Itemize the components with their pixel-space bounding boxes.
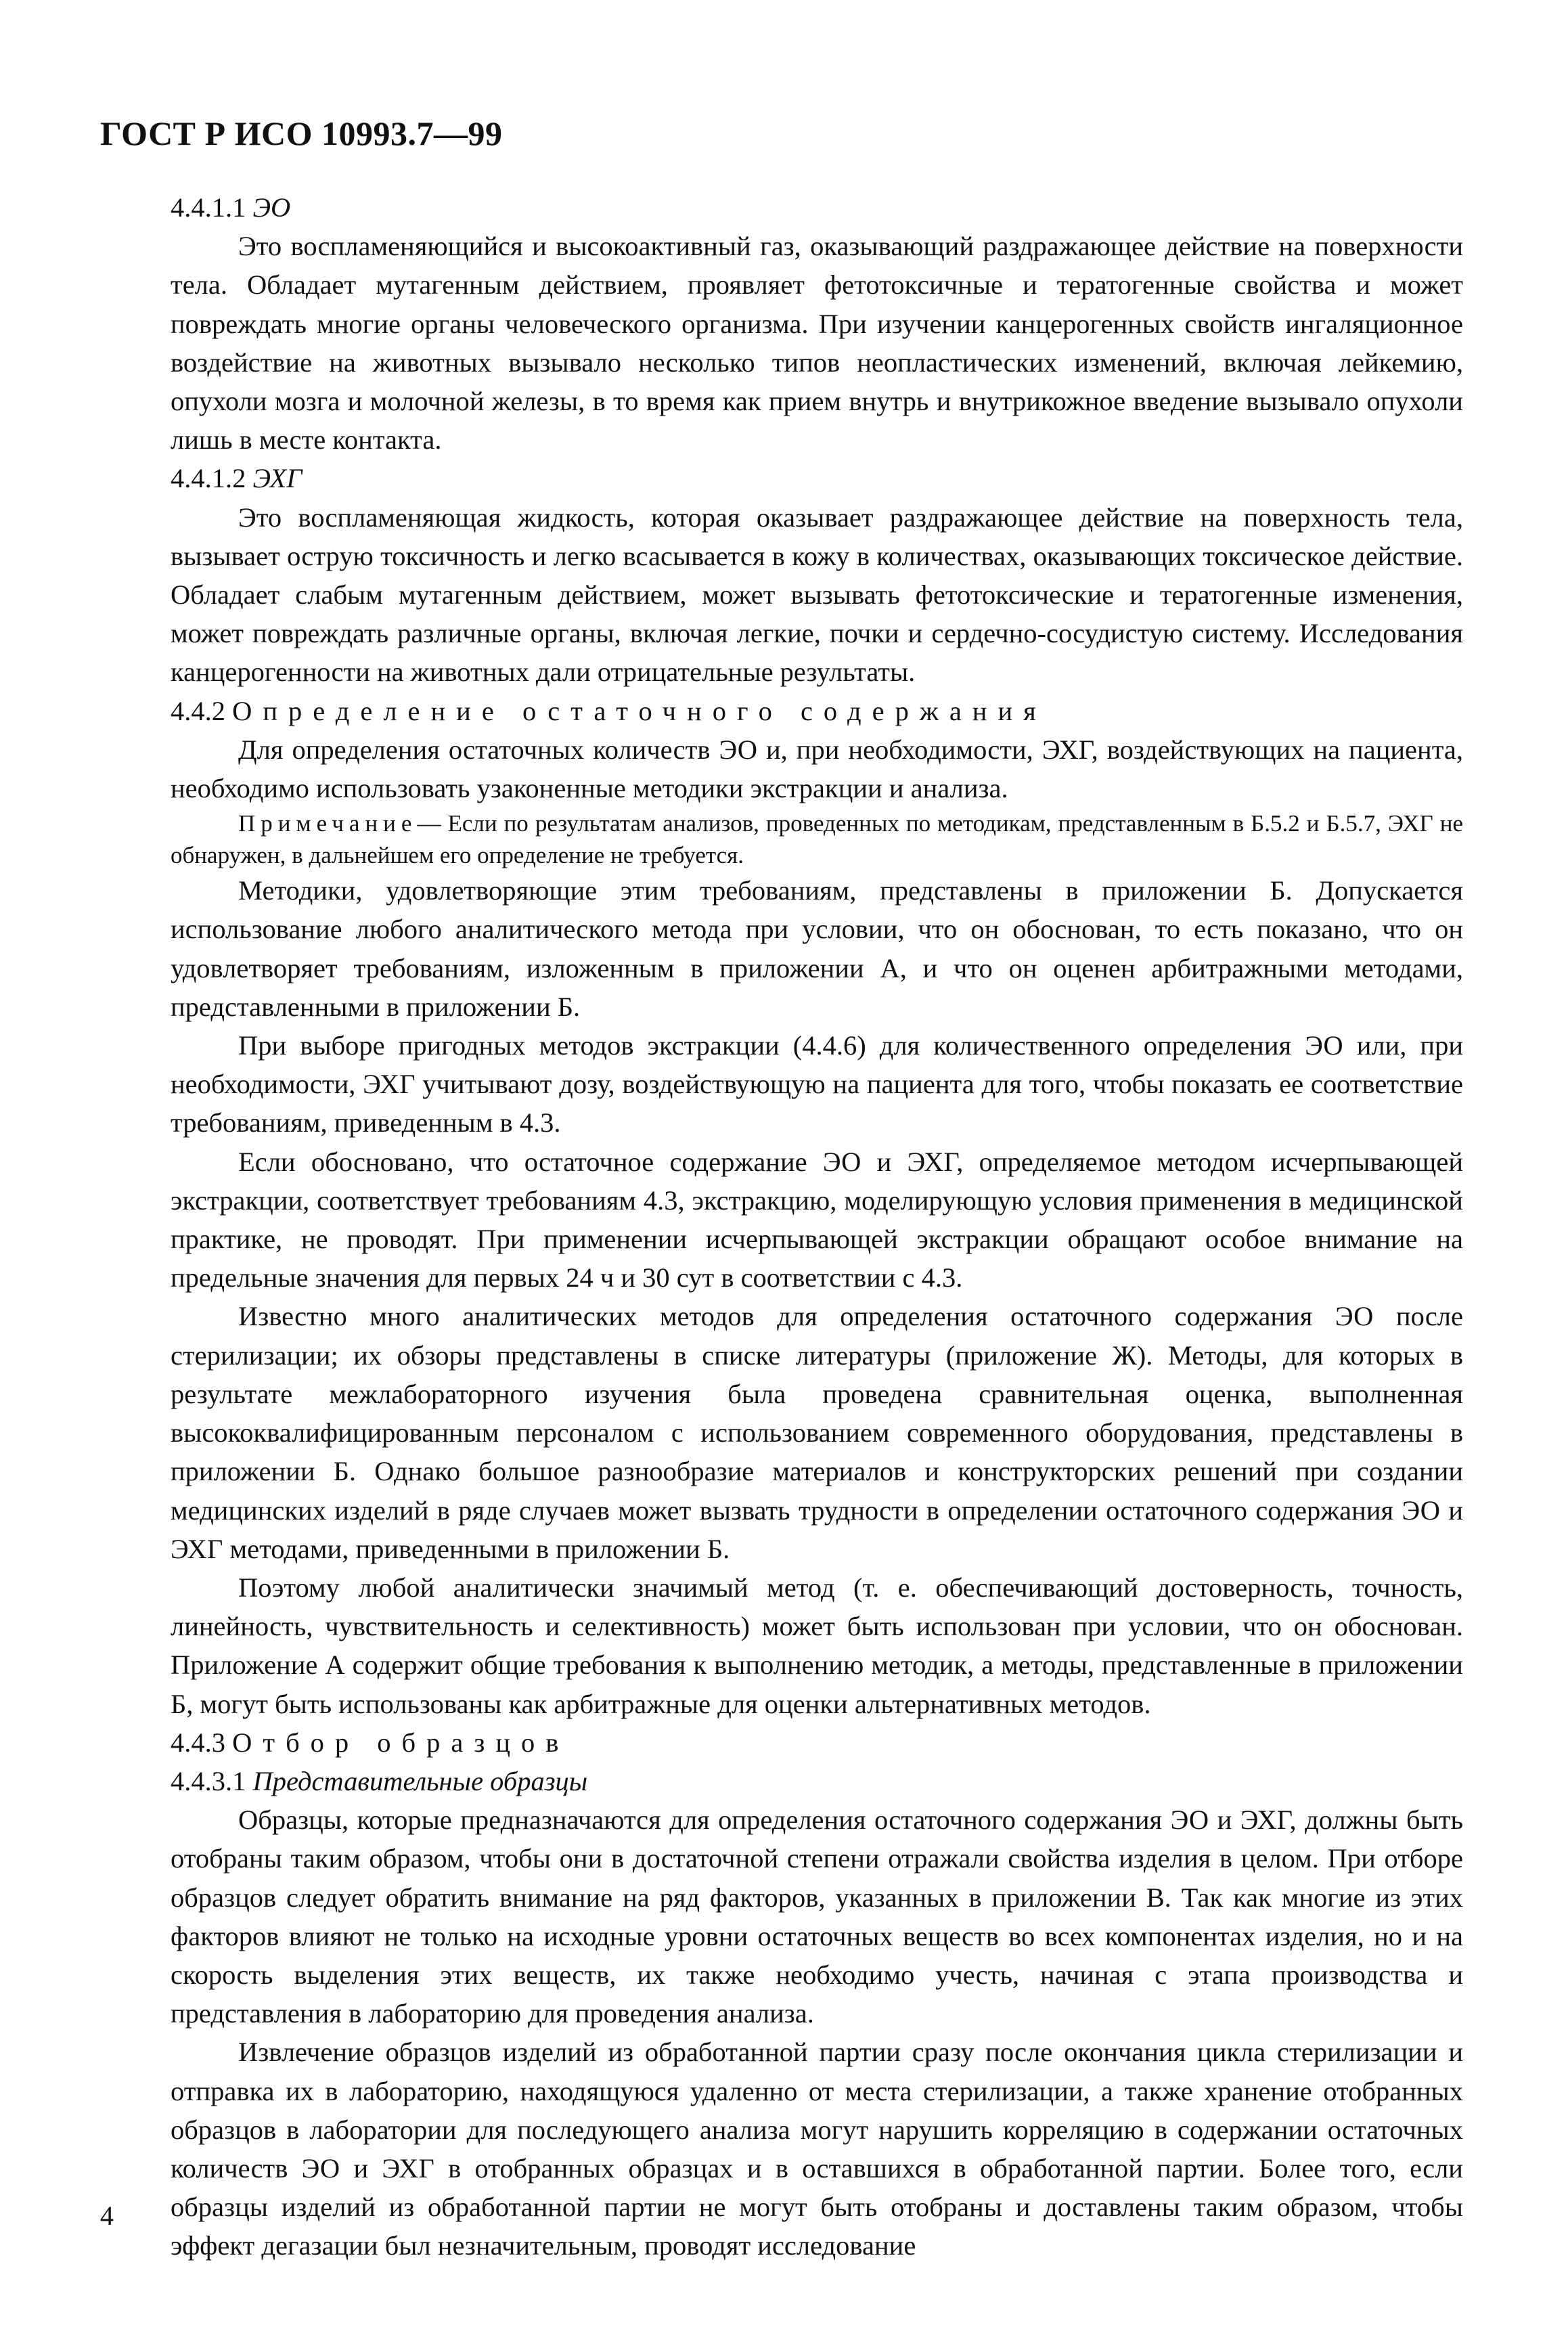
document-body [171,188,1463,2265]
section-heading-4-4-1-2 [171,459,1463,497]
paragraph: Это воспламеняющая жидкость, которая оказывает раздражающее действие на поверхность тела, вызывает острую токсичность и легко всасывается в кожу в количествах, оказывающих токсическое действие. Обладает слабым мутагенным действием, может вызывать фетотоксические и тератогенные изменения, может повреждать различные органы, включая легкие, почки и сердечно-сосудистую систему. Исследования канцерогенности на животных дали отрицательные результаты. [171,502,1463,688]
section-number: 4.4.1.1 [171,192,246,223]
section-number: 4.4.3 [171,1727,225,1758]
section-title: ЭО [252,192,291,223]
section-heading-4-4-3 [171,1723,1463,1762]
document-header: ГОСТ Р ИСО 10993.7—99 [100,114,503,152]
paragraph: Образцы, которые предназначаются для определения остаточного содержания ЭО и ЭХГ, должны быть отобраны таким образом, чтобы они в достаточной степени отражали свойства изделия в целом. При отборе образцов следует обратить внимание на ряд факторов, указанных в приложении В. Так как многие из этих факторов влияют не только на исходные уровни остаточных веществ во всех компонентах изделия, но и на скорость выделения этих веществ, их также необходимо учесть, начиная с этапа производства и представления в лабораторию для проведения анализа. [171,1804,1463,2029]
section-heading-4-4-3-1 [171,1762,1463,1800]
note-text: — Если по результатам анализов, проведенных по методикам, представленным в Б.5.2 и Б.5.7, ЭХГ не обнаружен, в дальнейшем его определение не требуется. [171,810,1463,869]
paragraph: Поэтому любой аналитически значимый метод (т. е. обеспечивающий достоверность, точность, линейность, чувствительность и селективность) может быть использован при условии, что он обоснован. Приложение А содержит общие требования к выполнению методик, а методы, представленные в приложении Б, могут быть использованы как арбитражные для оценки альтернативных методов. [171,1572,1463,1719]
section-title: ЭХГ [252,463,303,494]
section-number: 4.4.2 [171,695,225,726]
paragraph: Методики, удовлетворяющие этим требованиям, представлены в приложении Б. Допускается использование любого аналитического метода при условии, что он обоснован, то есть показано, что он удовлетворяет требованиям, изложенным в приложении А, и что он оценен арбитражными методами, представленными в приложении Б. [171,875,1463,1022]
section-heading-4-4-2 [171,692,1463,730]
section-number: 4.4.3.1 [171,1765,246,1796]
paragraph: Если обосновано, что остаточное содержание ЭО и ЭХГ, определяемое методом исчерпывающей экстракции, соответствует требованиям 4.3, экстракцию, моделирующую условия применения в медицинской практике, не проводят. При применении исчерпывающей экстракции обращают особое внимание на предельные значения для первых 24 ч и 30 сут в соответствии с 4.3. [171,1146,1463,1293]
note-label: Примечание [238,810,418,837]
paragraph: Это воспламеняющийся и высокоактивный газ, оказывающий раздражающее действие на поверхности тела. Обладает мутагенным действием, проявляет фетотоксичные и тератогенные свойства и может повреждать многие органы человеческого организма. При изучении канцерогенных свойств ингаляционное воздействие на животных вызывало несколько типов неопластических изменений, включая лейкемию, опухоли мозга и молочной железы, в то время как прием внутрь и внутрикожное введение вызывало опухоли лишь в месте контакта. [171,231,1463,456]
section-title: Отбор образцов [232,1727,570,1758]
paragraph: Для определения остаточных количеств ЭО и, при необходимости, ЭХГ, воздействующих на пациента, необходимо использовать узаконенные методики экстракции и анализа. [171,734,1463,804]
paragraph: Извлечение образцов изделий из обработанной партии сразу после окончания цикла стерилизации и отправка их в лабораторию, находящуюся удаленно от места стерилизации, а также хранение отобранных образцов в лаборатории для последующего анализа могут нарушить корреляцию в содержании остаточных количеств ЭО и ЭХГ в отобранных образцах и в оставшихся в обработанной партии. Более того, если образцы изделий из обработанной партии не могут быть отобраны и доставлены таким образом, чтобы эффект дегазации был незначительным, проводят исследование [171,2037,1463,2261]
section-number: 4.4.1.2 [171,463,246,494]
paragraph: Известно много аналитических методов для определения остаточного содержания ЭО после стерилизации; их обзоры представлены в списке литературы (приложение Ж). Методы, для которых в результате межлабораторного изучения была проведена сравнительная оценка, выполненная высококвалифицированным персоналом с использованием современного оборудования, представлены в приложении Б. Однако большое разнообразие материалов и конструкторских решений при создании медицинских изделий в ряде случаев может вызвать трудности в определении остаточного содержания ЭО и ЭХГ методами, приведенными в приложении Б. [171,1301,1463,1564]
note [171,807,1463,871]
section-title: Определение остаточного содержания [232,695,1047,726]
section-heading-4-4-1-1 [171,188,1463,227]
paragraph: При выборе пригодных методов экстракции (4.4.6) для количественного определения ЭО или, при необходимости, ЭХГ учитывают дозу, воздействующую на пациента для того, чтобы показать ее соответствие требованиям, приведенным в 4.3. [171,1030,1463,1138]
page-number: 4 [100,2200,114,2231]
section-title: Представительные образцы [252,1765,588,1796]
